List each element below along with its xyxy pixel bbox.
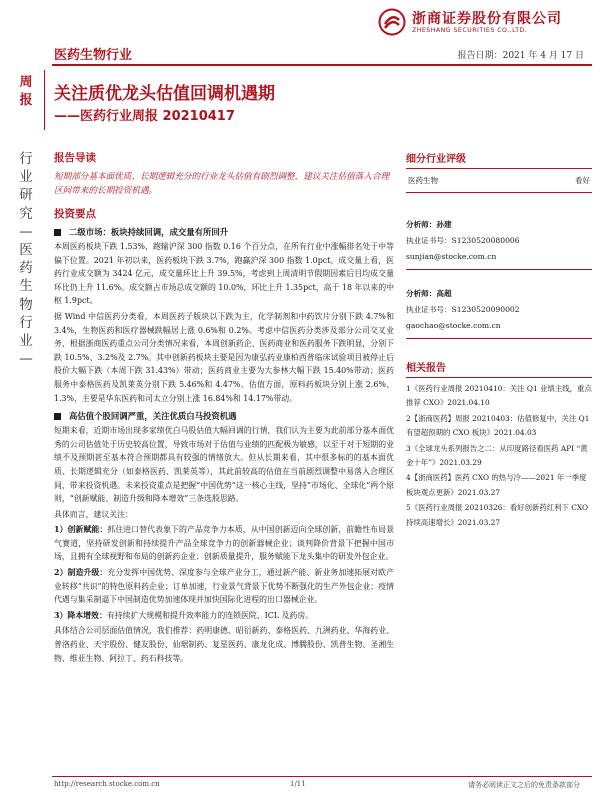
analyst-block <box>406 217 592 270</box>
analyst-name-text: 分析师：孙建 <box>406 220 452 229</box>
square-bullet-icon <box>54 229 61 236</box>
paragraph: 短期来看，近期市场出现多家绩优白马股估值大幅回调的行情，我们认为主要为此前部分基本面优秀的公司估值处于历史较高位置，导致市场对于估值与业绩的匹配极为敏感，以至于对于短期的业绩不及预期甚至基本符合预期都具有较强的情绪放大。但从长期来看，其中很多标的的基本面优质、长期逻辑充分（如泰格医药、凯莱英等），其此前较高的估值在当前剧烈调整中易落入合理区间，带来投资机遇。未来投资重点是把握“中国优势”这一核心主线，坚持“市场化、全球化”两个原则，“创新赋能、制造升级和降本增效”三条选股思路。 <box>54 426 394 504</box>
rating-row <box>406 169 592 193</box>
footer-url[interactable]: http://research.stocke.com.cn <box>54 780 160 788</box>
analyst-block <box>406 286 592 339</box>
rating-value: 看好 <box>575 176 590 185</box>
section-heading-text: 二级市场：板块持续回调，成交量有所回升 <box>69 227 229 237</box>
point-text: 充分发挥中国优势、深度参与全球产业分工，通过新产能、新业务加速拓展对欧产业转移“共识”的特色原料药企业；订单加速，行业景气背景下优势不断强化的生产外包企业；疫情代遇与集采制逼下中国制造优势加速体现并加快国际化进程的出口器械企业。 <box>54 568 394 605</box>
analyst-license: 执业证书号：S1230520090002 <box>406 305 520 314</box>
analyst-name <box>406 217 592 233</box>
point-item <box>54 523 394 564</box>
analyst-name <box>406 286 592 302</box>
side-divider <box>44 70 45 130</box>
side-label-category: 行业研究—医药生物行业— <box>19 151 33 368</box>
company-name-cn: 浙商证券股份有限公司 <box>412 11 562 27</box>
point-item <box>54 609 394 623</box>
closing-paragraph: 具体结合公司层面估值情况，我们推荐：药明康德、昭衍新药、泰格医药、九洲药业、华海药业、普洛药业、天宇股份、健友股份、仙琚制药、复星医药、康龙化成、博腾股份、凯普生物、圣湘生物、维亚生物、阿拉丁、药石科技等。 <box>54 626 394 663</box>
rating-sector: 医药生物 <box>408 176 438 185</box>
company-logo <box>378 6 598 40</box>
page-number: 1/11 <box>290 780 306 788</box>
point-label: 2）制造升级： <box>54 568 108 578</box>
point-text: 有持续扩大规模和提升效率能力的连锁医院、ICL 及药房。 <box>106 610 314 620</box>
related-report-item[interactable]: 1《医药行业周报 20210410：关注 Q1 业绩主线，重点推荐 CXO》2021.04.10 <box>406 384 592 408</box>
guide-text: 短期部分基本面优质、长期逻辑充分的行业龙头估值有剧烈调整，建议关注估值落入合理区间带来的长期投资机遇。 <box>54 172 390 196</box>
section-heading <box>54 226 394 238</box>
disclaimer-note: 请务必阅读正文之后的免责条款部分 <box>468 781 580 789</box>
report-subtitle: ——医药行业周报 20210417 <box>54 109 235 124</box>
point-text: 抓住进口替代表象下的产品竞争力本质，从中国创新迈向全球创新，前瞻性布局景气赛道，坚持研发创新和持续提升产品全球竞争力的创新器械企业；谈判降价背景下把握中国市场，且拥有全球视野和布局的创新药企业；创新质量提升，服务赋能下龙头集中的研发外包企业。 <box>54 525 394 562</box>
analyst-name-text: 分析师：高超 <box>406 289 452 298</box>
main-column <box>54 150 394 665</box>
rating-heading: 细分行业评级 <box>406 150 592 169</box>
key-points-heading: 投资要点 <box>54 208 96 220</box>
related-report-item[interactable]: 2【浙商医药】周报 20210403：估值修复中，关注 Q1 有望超预期的 CXO 板块》2021.04.03 <box>406 413 590 438</box>
guide-heading: 报告导读 <box>54 152 96 164</box>
section-heading-text: 高估值个股回调严重，关注优质白马投资机遇 <box>69 411 237 422</box>
related-report-item[interactable]: 5《医药行业周报 20210326：看好创新药红利下 CXO 持续高速增长》2021.03.27 <box>406 503 589 527</box>
related-report-item[interactable]: 3《全球龙头系列报告之二：从印度路径看医药 API “黄金十年”》2021.03.29 <box>406 443 588 468</box>
company-name-en: ZHESHANG SECURITIES CO.,LTD. <box>412 27 528 34</box>
paragraph: 本周医药板块下跌 1.53%，跑输沪深 300 指数 0.16 个百分点，在所有行业中涨幅排名处于中等偏下位置。2021 年初以来，医药板块下跌 3.7%，跑赢沪深 300 指数 1.0pct。成交量上看，医药行业成交额为 3424 亿元，成交量环比上升 39.5%，考虑到上周清明节假期因素后目均成交量环比仍上升 11.6%。成交额占市场总成交额的 10.0%，环比上升 1.35pct，高于 18 年以来的中枢 1.9pct。 <box>54 242 394 306</box>
company-logo-icon <box>378 8 406 36</box>
industry-label: 医药生物行业 <box>54 48 133 63</box>
related-reports-list <box>406 382 592 530</box>
analyst-license: 执业证书号：S1230520080006 <box>406 236 520 245</box>
related-reports-heading: 相关报告 <box>406 359 592 378</box>
paragraph: 据 Wind 中信医药分类看，本周医药子版块以下跌为主，化学制剂和中药饮片分别下跌 4.7%和 3.4%，生物医药和医疗器械跌幅居上涨 0.6%和 0.2%。考虑中信医药分类涉及部分公司交叉业务，根据浙商医药重点公司分类情况来看，本周创新药企、医药商业和医药服务下跌明显，分别下跌 10.5%、3.2%及 2.7%。其中创新药板块主要是因为康弘药业康柏西普临床试验项目被停止后股价大幅下跌（本周下跌 31.43%）带动；医药商业主要为大参林大幅下跌 15.40%带动；医药服务中泰格医药及凯莱英分别下跌 5.46%和 4.47%。估值方面，原料药板块分别上涨 2.6%、1.3%，主要是华东医药和司太立分别上涨 16.84%和 14.17%带动。 <box>54 311 394 403</box>
report-title: 关注质优龙头估值回调机遇期 <box>54 84 275 104</box>
header-divider <box>52 64 592 66</box>
section-heading <box>54 410 394 422</box>
analyst-email[interactable]: gaochao@stocke.com.cn <box>406 321 501 330</box>
related-report-item[interactable]: 4【浙商医药】医药 CXO 的热与冷——2021 年一季度板块观点更新》2021.03.27 <box>406 473 587 497</box>
report-date: 报告日期：2021 年 4 月 17 日 <box>457 51 584 61</box>
square-bullet-icon <box>54 413 61 420</box>
point-item <box>54 566 394 607</box>
point-label: 3）降本增效： <box>54 610 107 620</box>
footer-divider <box>52 776 592 777</box>
analyst-divider <box>406 269 592 270</box>
paragraph: 具体而言，建议关注： <box>54 509 133 519</box>
side-label-weekly: 周报 <box>19 75 33 108</box>
sidebar <box>406 150 592 531</box>
point-label: 1）创新赋能： <box>54 525 108 535</box>
analyst-divider <box>406 338 592 339</box>
analyst-email[interactable]: sunjian@stocke.com.cn <box>406 252 497 261</box>
